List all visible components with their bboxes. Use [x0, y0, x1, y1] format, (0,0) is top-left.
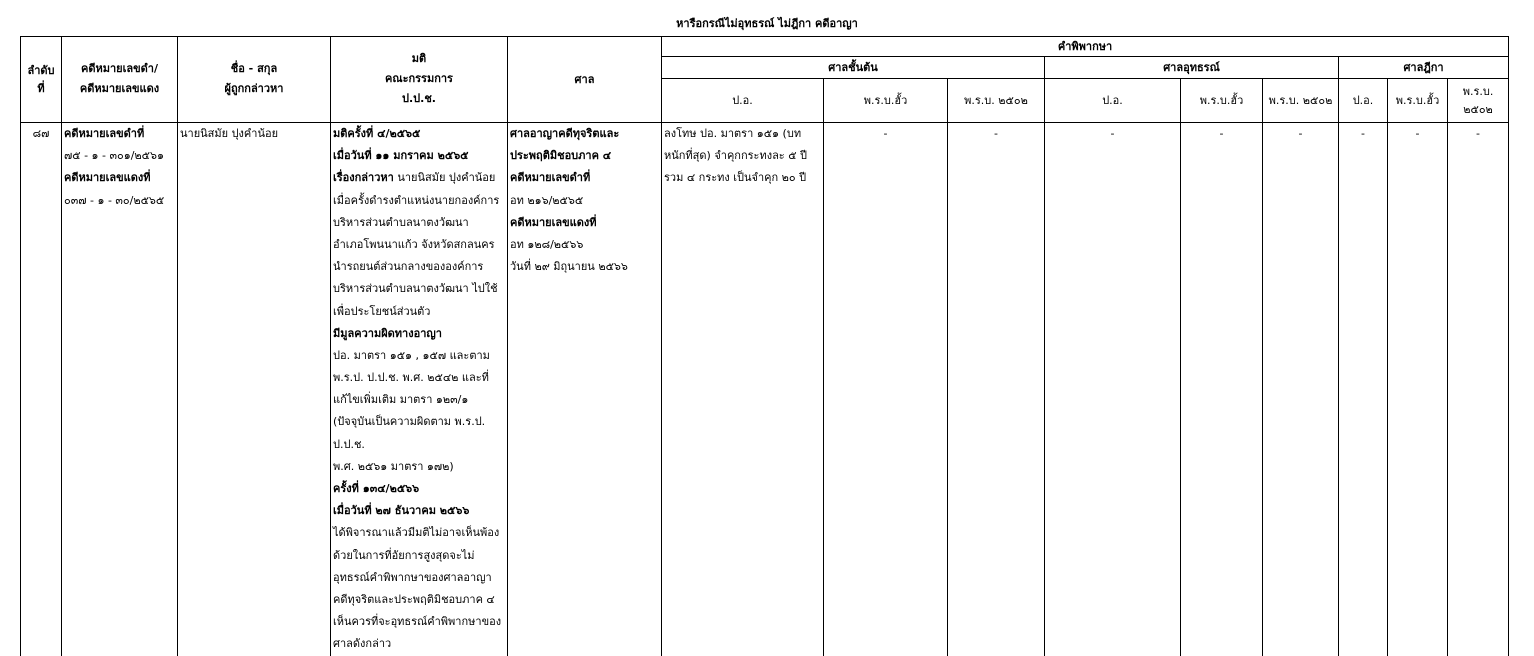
resolution-line: มติครั้งที่ ๔/๒๕๖๕: [333, 127, 421, 140]
resolution-line-heading: เรื่องกล่าวหา: [333, 171, 394, 185]
court-line: คดีหมายเลขดำที่: [510, 171, 591, 185]
resolution-line: ด้วยในการที่อัยการสูงสุดจะไม่: [333, 548, 475, 562]
case-table: [20, 36, 1509, 656]
cell-supreme-act-2502: -: [1448, 123, 1509, 656]
resolution-line: นำรถยนต์ส่วนกลางขององค์การ: [333, 260, 484, 274]
resolution-line: พ.ศ. ๒๕๖๑ มาตรา ๑๗๒): [333, 459, 454, 473]
resolution-line: พ.ร.ป. ป.ป.ช. พ.ศ. ๒๕๔๒ และที่: [333, 371, 489, 385]
cell-first-act-2502: -: [948, 123, 1045, 656]
cell-appeal-act-bid: -: [1181, 123, 1263, 656]
cell-supreme-act-bid: -: [1388, 123, 1448, 656]
first-po-line: ลงโทษ ปอ. มาตรา ๑๕๑ (บท: [664, 127, 802, 140]
court-line: อท ๑๒๘/๒๕๖๖: [510, 237, 584, 251]
header-supreme-po: ป.อ.: [1339, 79, 1388, 123]
resolution-line: บริหารส่วนตำบลนาตงวัฒนา ไปใช้: [333, 282, 498, 296]
header-appeal-act-2502: พ.ร.บ. ๒๕๐๒: [1263, 79, 1339, 123]
first-po-line: รวม ๔ กระทง เป็นจำคุก ๒๐ ปี: [664, 171, 807, 185]
header-court-supreme: ศาลฎีกา: [1339, 57, 1509, 79]
cell-case-number: [62, 123, 178, 656]
resolution-line: เมื่อครั้งดำรงตำแหน่งนายกองค์การ: [333, 193, 500, 207]
court-line: อท ๒๑๖/๒๕๖๕: [510, 193, 584, 207]
cell-order: ๘๗: [21, 123, 62, 656]
table-row: [21, 123, 1509, 656]
resolution-line: ปอ. มาตรา ๑๕๑ , ๑๕๗ และตาม: [333, 348, 490, 362]
header-accused-name: ชื่อ - สกุล ผู้ถูกกล่าวหา: [178, 37, 331, 123]
header-supreme-act-bid: พ.ร.บ.ฮั้ว: [1388, 79, 1448, 123]
case-number-line: คดีหมายเลขแดงที่: [64, 171, 151, 185]
court-line: ประพฤติมิชอบภาค ๔: [510, 149, 612, 163]
resolution-line: ป.ป.ช.: [333, 437, 365, 451]
cell-first-po: [662, 123, 824, 656]
first-po-line: หนักที่สุด) จำคุกกระทงละ ๕ ปี: [664, 149, 808, 163]
header-court: ศาล: [508, 37, 662, 123]
resolution-line: ครั้งที่ ๑๓๔/๒๕๖๖: [333, 482, 420, 495]
resolution-line: คดีทุจริตและประพฤติมิชอบภาค ๔: [333, 592, 495, 606]
header-judgment: คำพิพากษา: [662, 37, 1509, 57]
header-appeal-act-bid: พ.ร.บ.ฮั้ว: [1181, 79, 1263, 123]
header-court-appeal: ศาลอุทธรณ์: [1045, 57, 1339, 79]
resolution-line: อุทธรณ์คำพิพากษาของศาลอาญา: [333, 570, 492, 584]
cell-appeal-act-2502: -: [1263, 123, 1339, 656]
header-first-po: ป.อ.: [662, 79, 824, 123]
case-number-line: ๗๕ - ๑ - ๓๐๑/๒๕๖๑: [64, 149, 164, 163]
resolution-line: เมื่อวันที่ ๑๑ มกราคม ๒๕๖๕: [333, 149, 469, 163]
resolution-line: เมื่อวันที่ ๒๗ ธันวาคม ๒๕๖๖: [333, 504, 470, 518]
resolution-line: แก้ไขเพิ่มเติม มาตรา ๑๒๓/๑: [333, 393, 469, 407]
header-resolution: มติ คณะกรรมการ ป.ป.ช.: [331, 37, 508, 123]
header-appeal-po: ป.อ.: [1045, 79, 1181, 123]
cell-resolution: [331, 123, 508, 656]
cell-appeal-po: -: [1045, 123, 1181, 656]
cell-first-act-bid: -: [824, 123, 948, 656]
cell-court: [508, 123, 662, 656]
resolution-line: เพื่อประโยชน์ส่วนตัว: [333, 304, 431, 318]
resolution-line-text: นายนิสมัย ปุงคำน้อย: [393, 171, 496, 185]
resolution-line: อำเภอโพนนาแก้ว จังหวัดสกลนคร: [333, 237, 495, 251]
header-order: ลำดับ ที่: [21, 37, 62, 123]
header-court-first-instance: ศาลชั้นต้น: [662, 57, 1045, 79]
case-number-line: คดีหมายเลขดำที่: [64, 127, 145, 140]
resolution-line: ศาลดังกล่าว: [333, 637, 392, 651]
resolution-line: บริหารส่วนตำบลนาตงวัฒนา: [333, 215, 469, 229]
resolution-line: [333, 167, 505, 189]
resolution-line: เห็นควรที่จะอุทธรณ์คำพิพากษาของ: [333, 615, 502, 629]
header-case-number: คดีหมายเลขดำ/ คดีหมายเลขแดง: [62, 37, 178, 123]
cell-accused-name: นายนิสมัย ปุงคำน้อย: [178, 123, 331, 656]
court-line: วันที่ ๒๙ มิถุนายน ๒๕๖๖: [510, 260, 628, 274]
court-line: ศาลอาญาคดีทุจริตและ: [510, 127, 620, 140]
resolution-line: มีมูลความผิดทางอาญา: [333, 326, 442, 340]
resolution-line: ได้พิจารณาแล้วมีมติไม่อาจเห็นพ้อง: [333, 526, 500, 540]
document-title: หารือกรณีไม่อุทธรณ์ ไม่ฎีกา คดีอาญา: [676, 17, 858, 30]
case-number-line: ๐๓๗ - ๑ - ๓๐/๒๕๖๕: [64, 193, 165, 207]
header-first-act-2502: พ.ร.บ. ๒๕๐๒: [948, 79, 1045, 123]
header-first-act-bid: พ.ร.บ.ฮั้ว: [824, 79, 948, 123]
cell-supreme-po: -: [1339, 123, 1388, 656]
header-supreme-act-2502: พ.ร.บ. ๒๕๐๒: [1448, 79, 1509, 123]
court-line: คดีหมายเลขแดงที่: [510, 215, 597, 229]
resolution-line: (ปัจจุบันเป็นความผิดตาม พ.ร.ป.: [333, 415, 486, 429]
